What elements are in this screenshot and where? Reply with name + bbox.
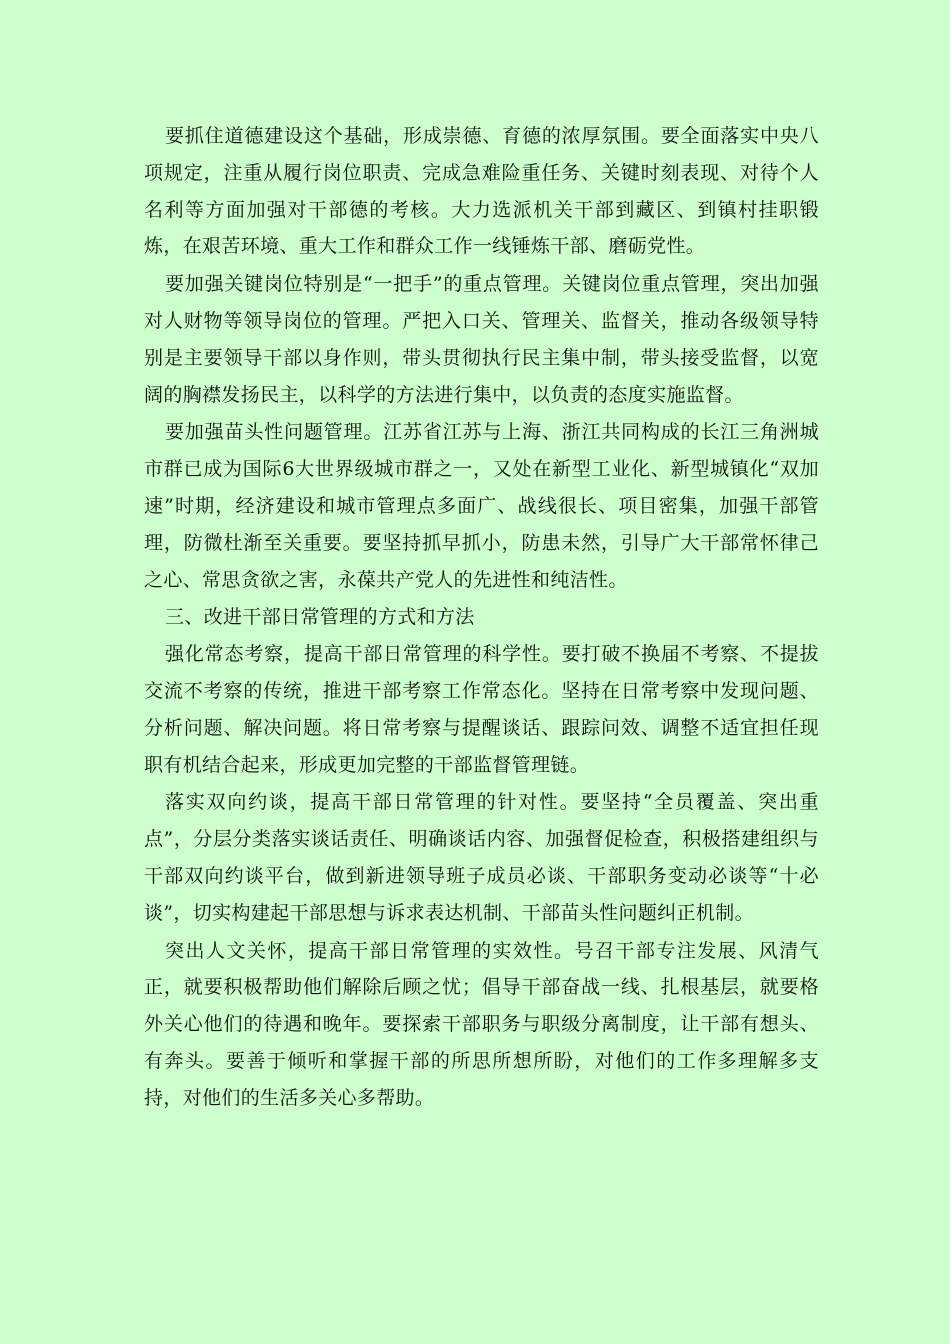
document-page (144, 118, 819, 1118)
paragraph-humanistic-care: 突出人文关怀，提高干部日常管理的实效性。号召干部专注发展、风清气正，就要积极帮助他们解除后顾之忧；倡导干部奋战一线、扎根基层，就要格外关心他们的待遇和晚年。要探索干部职务与职级分离制度，让干部有想头、有奔头。要善于倾听和掌握干部的所思所想所盼，对他们的工作多理解多支持，对他们的生活多关心多帮助。 (144, 939, 819, 1109)
paragraph-early-problems: 要加强苗头性问题管理。江苏省江苏与上海、浙江共同构成的长江三角洲城市群已成为国际6大世界级城市群之一，又处在新型工业化、新型城镇化“双加速”时期，经济建设和城市管理点多面广、战线很长、项目密集，加强干部管理，防微杜渐至关重要。要坚持抓早抓小，防患未然，引导广大干部常怀律己之心、常思贪欲之害，永葆共产党人的先进性和纯洁性。 (144, 421, 819, 591)
paragraph-routine-inspection: 强化常态考察，提高干部日常管理的科学性。要打破不换届不考察、不提拔交流不考察的传统，推进干部考察工作常态化。坚持在日常考察中发现问题、分析问题、解决问题。将日常考察与提醒谈话、跟踪问效、调整不适宜担任现职有机结合起来，形成更加完整的干部监督管理链。 (144, 643, 819, 776)
paragraph-moral-building: 要抓住道德建设这个基础，形成崇德、育德的浓厚氛围。要全面落实中央八项规定，注重从履行岗位职责、完成急难险重任务、关键时刻表现、对待个人名利等方面加强对干部德的考核。大力选派机关干部到藏区、到镇村挂职锻炼，在艰苦环境、重大工作和群众工作一线锤炼干部、磨砺党性。 (144, 125, 819, 258)
paragraph-key-positions: 要加强关键岗位特别是“一把手”的重点管理。关键岗位重点管理，突出加强对人财物等领导岗位的管理。严把入口关、管理关、监督关，推动各级领导特别是主要领导干部以身作则，带头贯彻执行民主集中制，带头接受监督，以宽阔的胸襟发扬民主，以科学的方法进行集中，以负责的态度实施监督。 (144, 273, 819, 406)
section-heading: 三、改进干部日常管理的方式和方法 (165, 606, 475, 629)
paragraph-two-way-talks: 落实双向约谈，提高干部日常管理的针对性。要坚持“全员覆盖、突出重点”，分层分类落实谈话责任、明确谈话内容、加强督促检查，积极搭建组织与干部双向约谈平台，做到新进领导班子成员必谈、干部职务变动必谈等“十必谈”，切实构建起干部思想与诉求表达机制、干部苗头性问题纠正机制。 (144, 791, 819, 924)
